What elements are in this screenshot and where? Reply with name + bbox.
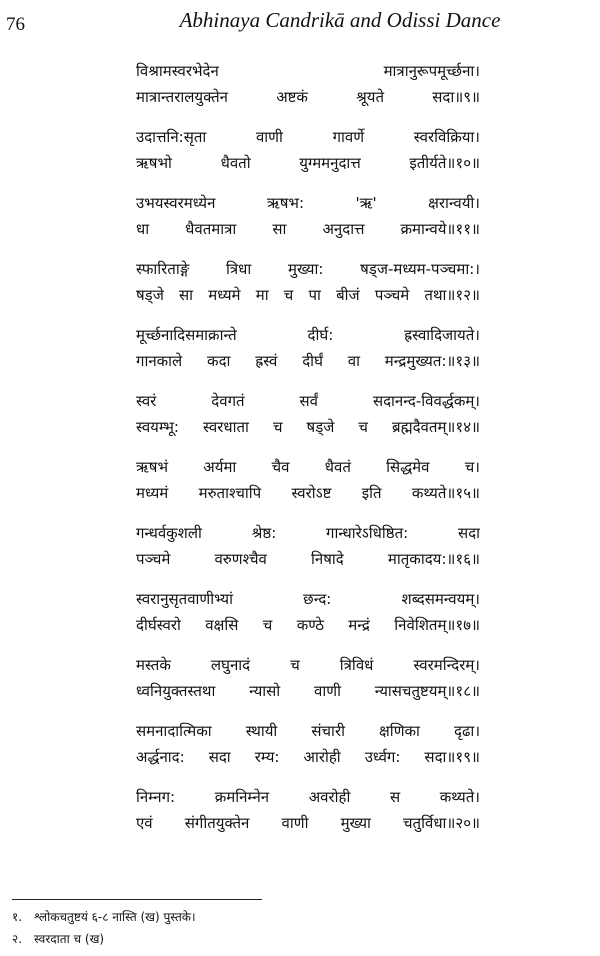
verse-line: स्वयम्भू: स्वरधाता च षड्जे च ब्रह्मदैवतम्॥१४॥	[136, 418, 480, 436]
footnote-text: श्लोकचतुष्टयं ६-८ नास्ति (ख) पुस्तके।	[34, 910, 196, 924]
verse-line: ध्वनियुक्तस्तथा न्यासो वाणी न्यासचतुष्टयम्॥१८॥	[136, 682, 480, 700]
verse-line: उदात्तनि:सृता वाणी गावर्णे स्वरविक्रिया।	[136, 128, 480, 146]
verse-stanza	[136, 124, 480, 176]
footnote-divider	[12, 899, 262, 900]
verse-stanza	[136, 322, 480, 374]
verse-block	[136, 58, 480, 836]
footnote	[12, 928, 572, 950]
verse-stanza	[136, 718, 480, 770]
verse-line: स्वरं देवगतं सर्वं सदानन्द-विवर्द्धकम्।	[136, 392, 480, 410]
verse-stanza	[136, 190, 480, 242]
verse-line: धा धैवतमात्रा सा अनुदात्त क्रमान्वये॥११॥	[136, 220, 480, 238]
verse-line: निम्नग: क्रमनिम्नेन अवरोही स कथ्यते।	[136, 788, 480, 806]
verse-line: ऋषभं अर्यमा चैव धैवतं सिद्धमेव च।	[136, 458, 480, 476]
footnote-marker: १.	[12, 910, 23, 924]
verse-stanza	[136, 586, 480, 638]
page-number: 76	[6, 14, 25, 35]
verse-line: गानकाले कदा ह्रस्वं दीर्घं वा मन्द्रमुख्यत:॥१३॥	[136, 352, 480, 370]
verse-line: मात्रान्तरालयुक्तेन अष्टकं श्रूयते सदा॥९॥	[136, 88, 480, 106]
verse-stanza	[136, 520, 480, 572]
verse-line: स्वरानुसृतवाणीभ्यां छन्द: शब्दसमन्वयम्।	[136, 590, 480, 608]
verse-line: समनादात्मिका स्थायी संचारी क्षणिका दृढा।	[136, 722, 480, 740]
verse-line: विश्रामस्वरभेदेन मात्रानुरूपमूर्च्छना।	[136, 62, 480, 80]
verse-stanza	[136, 454, 480, 506]
footnotes	[12, 906, 572, 950]
verse-stanza	[136, 388, 480, 440]
verse-line: पञ्चमे वरुणश्चैव निषादे मातृकादय:॥१६॥	[136, 550, 480, 568]
running-title: Abhinaya Candrikā and Odissi Dance	[179, 8, 501, 32]
verse-line: एवं संगीतयुक्तेन वाणी मुख्या चतुर्विधा॥२०॥	[136, 814, 480, 832]
verse-line: गन्धर्वकुशली श्रेष्ठ: गान्धारेऽधिष्ठित: सदा	[136, 524, 480, 542]
verse-line: उभयस्वरमध्येन ऋषभ: 'ऋ' क्षरान्वयी।	[136, 194, 480, 212]
verse-stanza	[136, 784, 480, 836]
verse-line: दीर्घस्वरो वक्षसि च कण्ठे मन्द्रं निवेशितम्॥१७॥	[136, 616, 480, 634]
footnote-marker: २.	[12, 932, 23, 946]
verse-stanza	[136, 256, 480, 308]
footnote-text: स्वरदाता च (ख)	[34, 932, 105, 946]
verse-line: मस्तके लघुनादं च त्रिविधं स्वरमन्दिरम्।	[136, 656, 480, 674]
verse-line: षड्जे सा मध्यमे मा च पा बीजं पञ्चमे तथा॥१२॥	[136, 286, 480, 304]
verse-line: स्फारिताङ्गे त्रिधा मुख्या: षड्ज-मध्यम-पञ्चमा:।	[136, 260, 480, 278]
verse-stanza	[136, 58, 480, 110]
verse-line: मूर्च्छनादिसमाक्रान्ते दीर्घ: ह्रस्वादिजायते।	[136, 326, 480, 344]
verse-line: ऋषभो धैवतो युग्ममनुदात्त इतीर्यते॥१०॥	[136, 154, 480, 172]
verse-line: मध्यमं मरुताश्चापि स्वरोऽष्ट इति कथ्यते॥१५॥	[136, 484, 480, 502]
footnote	[12, 906, 572, 928]
verse-line: अर्द्धनाद: सदा रम्य: आरोही उर्ध्वग: सदा॥१९॥	[136, 748, 480, 766]
verse-stanza	[136, 652, 480, 704]
